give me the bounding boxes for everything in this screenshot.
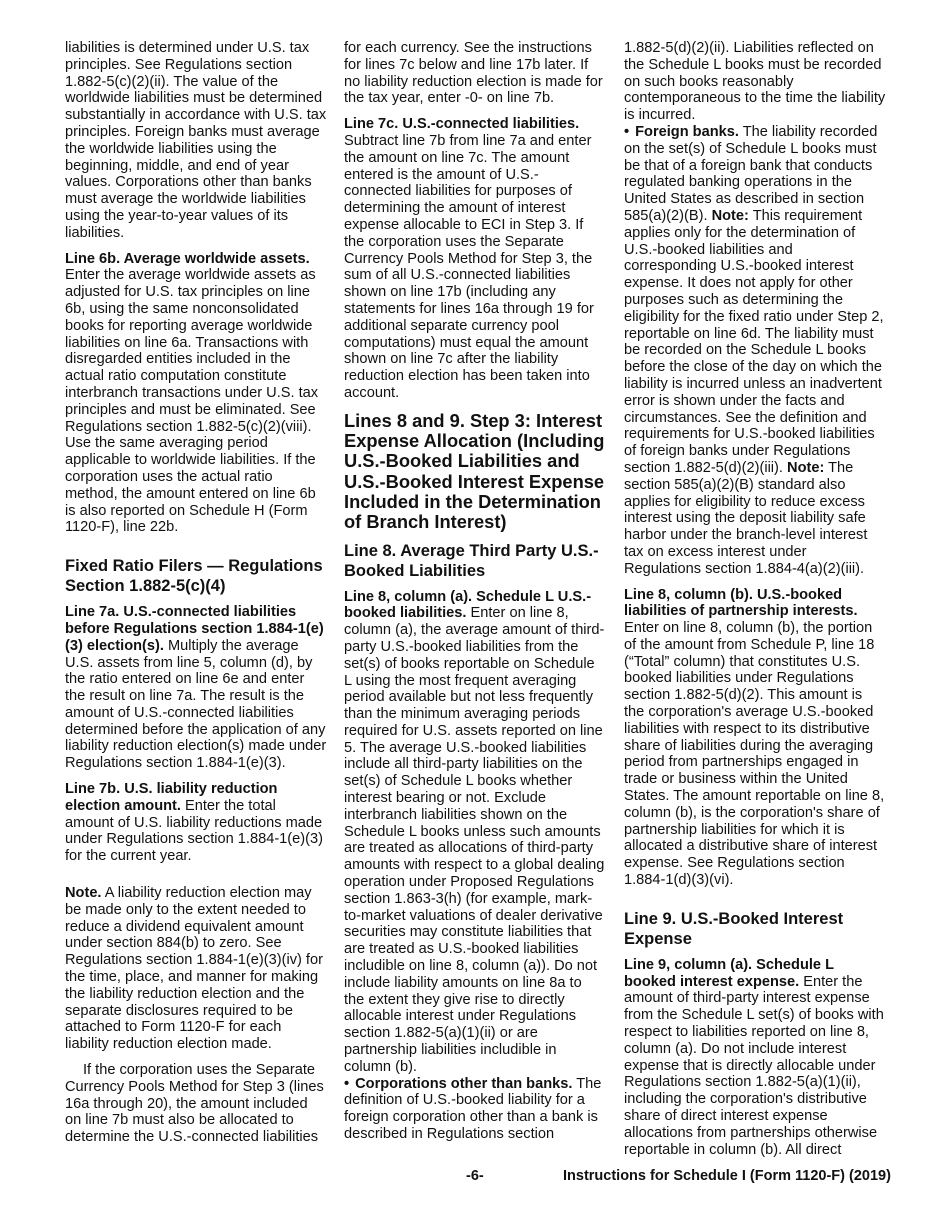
line-7b-entry: [65, 781, 327, 865]
line-6b-entry: [65, 251, 327, 537]
foreign-banks-heading: • Foreign banks.: [624, 124, 739, 140]
line-7b-heading: Line 7b. U.S. liability reduction election amount.: [65, 781, 278, 814]
note-text: A liability reduction election may be made only to the extent needed to reduce a dividend equivalent amount under section 884(b) to zero. See Regulations section 1.884-1(e)(3)(iv) for the time, place, and manner for making the liability reduction election and the separate disclosures required to be attached to Form 1120-F for each liability reduction election made.: [65, 885, 323, 1053]
line-7c-text: Subtract line 7b from line 7a and enter the amount on line 7c. The amount entered is the amount of U.S.-connected liabilities for purposes of determining the amount of interest expense allocable to ECI in Step 3. If the corporation uses the Separate Currency Pools Method for Step 3, the sum of all U.S.-connected liabilities shown on line 17b (including any statements for lines 16a through 19 for additional separate currency pool computations) must equal the amount shown on line 7c after the liability reduction election has been taken into account.: [344, 132, 594, 401]
line-9a-heading: Line 9, column (a). Schedule L booked interest expense.: [624, 956, 834, 990]
note-label-2: Note:: [787, 459, 825, 476]
column-middle: [344, 40, 606, 1143]
line-8a-text: Enter on line 8, column (a), the average amount of third-party U.S.-booked liabilities from the set(s) of books reportable on Schedule L using the most frequent averaging period available but not less frequently than the minimum averaging periods required for U.S. assets reported on line 5. The average U.S.-booked liabilities include all third-party liabilities on the set(s) of Schedule L books whether interest bearing or not. Exclude interbranch liabilities shown on the Schedule L books unless such amounts are treated as allocations of third-party amounts with respect to a global dealing operation under Proposed Regulations section 1.863-3(h) (for example, mark-to-market valuations of dealer derivative securities may constitute liabilities that are treated as U.S.-booked liabilities includible on line 8, column (a)). Do not include liability amounts on line 8a to the extent they give rise to directly allocable interest under Regulations section 1.882-5(a)(1)(ii) or are partnership liabilities includible in column (b).: [344, 605, 605, 1075]
line-6b-text: Enter the average worldwide assets as adjusted for U.S. tax principles on line 6b, using the same nonconsolidated books for reporting average worldwide liabilities on line 6a. Transactions with disregarded entities included in the actual ratio computation constitute interbranch transactions under U.S. tax principles and must be eliminated. See Regulations section 1.882-5(c)(2)(viii). Use the same averaging period applicable to worldwide liabilities. If the corporation uses the actual ratio method, the amount entered on line 6b is also reported on Schedule H (Form 1120-F), line 22b.: [65, 267, 319, 536]
line-7c-entry: [344, 116, 606, 402]
fixed-ratio-filers-heading: Fixed Ratio Filers — Regulations Section 1.882-5(c)(4): [65, 557, 323, 596]
foreign-banks-text-3: The section 585(a)(2)(B) standard also applies for eligibility to reduce excess interest using the deposit liability safe harbor under the branch-level interest tax on excess interest under Regulations section 1.884-4(a)(2)(iii).: [624, 459, 868, 577]
line-7a-heading: Line 7a. U.S.-connected liabilities before Regulations section 1.884-1(e)(3) election(s).: [65, 604, 324, 654]
line-8b-text: Enter on line 8, column (b), the portion of the amount from Schedule P, line 18 (“Total” column) that constitutes U.S. booked liabilities under Regulations section 1.882-5(d)(2). This amount is the corporation's average U.S.-booked liabilities with respect to its distributive share of liabilities during the averaging period from partnerships engaged in trade or business within the United States. The amount reportable on line 8, column (b), is the corporation's share of partnership liabilities for which it is allocated a distributive share of interest expense. See Regulations section 1.884-1(d)(3)(vi).: [624, 620, 885, 889]
line-8a-heading: Line 8, column (a). Schedule L U.S.-booked liabilities.: [344, 588, 592, 622]
line-8a-entry: [344, 589, 606, 1076]
line-8b-heading: Line 8, column (b). U.S.-booked liabilities of partnership interests.: [624, 586, 858, 620]
foreign-banks-bullet: [624, 124, 886, 578]
line-7c-heading: Line 7c. U.S.-connected liabilities.: [344, 116, 580, 133]
paragraph-each-currency: for each currency. See the instructions for lines 7c below and line 17b later. If no liability reduction election is made for the tax year, enter -0- on line 7b.: [344, 40, 603, 107]
line-7a-entry: [65, 604, 327, 772]
lines-8-9-heading: Lines 8 and 9. Step 3: Interest Expense Allocation (Including U.S.-Booked Liabilities and U.S.-Booked Interest Expense Included in the Determination of Branch Interest): [344, 409, 605, 533]
note-label-1: Note:: [711, 207, 749, 224]
footer-title: Instructions for Schedule I (Form 1120-F) (2019): [563, 1168, 891, 1184]
page-number: -6-: [466, 1168, 484, 1184]
line-9-heading: Line 9. U.S.-Booked Interest Expense: [624, 909, 844, 948]
foreign-banks-text-2: This requirement applies only for the determination of U.S.-booked liabilities and corresponding U.S.-booked interest expense. It does not apply for other purposes such as determining the eligibility for the fixed ratio under Step 2, reportable on line 6d. The liability must be recorded on the Schedule L books before the close of the day on which the liability is incurred unless an inadvertent error is shown under the facts and circumstances. See the definition and requirements for U.S.-booked liabilities of foreign banks under Regulations section 1.882-5(d)(2)(iii).: [624, 207, 884, 476]
corporations-bullet: [344, 1076, 606, 1143]
line-7a-text: Multiply the average U.S. assets from line 5, column (d), by the ratio entered on line 6e and enter the result on line 7a. The result is the amount of U.S.-connected liabilities determined before the application of any liability reduction election(s) made under Regulations section 1.884-1(e)(3).: [65, 637, 327, 772]
line-8b-entry: [624, 587, 886, 889]
note-entry: [65, 885, 327, 1053]
line-8-heading: Line 8. Average Third Party U.S.-Booked Liabilities: [344, 541, 599, 580]
paragraph-worldwide-liabilities: liabilities is determined under U.S. tax principles. See Regulations section 1.882-5(c)(2)(ii). The value of the worldwide liabilities must be determined substantially in accordance with U.S. tax principles. Foreign banks must average the worldwide liabilities using the beginning, middle, and end of year values. Corporations other than banks must average the worldwide liabilities using the year-to-year values of its liabilities.: [65, 40, 327, 241]
line-7b-text: Enter the total amount of U.S. liability reductions made under Regulations section 1.884-1(e)(3) for the current year.: [65, 797, 323, 865]
corporations-bullet-text: The definition of U.S.-booked liability for a foreign corporation other than a bank is described in Regulations section: [344, 1075, 602, 1143]
column-left: [65, 40, 327, 1146]
column-right: [624, 40, 886, 1158]
paragraph-schedule-l-books: 1.882-5(d)(2)(ii). Liabilities reflected on the Schedule L books must be recorded on such books reasonably contemporaneous to the time the liability is incurred.: [624, 40, 886, 124]
corporations-bullet-heading: • Corporations other than banks.: [344, 1076, 572, 1092]
line-9a-text: Enter the amount of third-party interest expense from the Schedule L set(s) of books with respect to liabilities reported on line 8, column (a). Do not include interest expense that is directly allocable under Regulations section 1.882-5(a)(1)(ii), including the corporation's distributive share of direct interest expense allocations from partnerships otherwise reportable in column (b). All direct: [624, 973, 884, 1158]
foreign-banks-text-1: The liability recorded on the set(s) of Schedule L books must be that of a foreign bank that conducts regulated banking operations in the United States as described in section 585(a)(2)(B).: [624, 123, 878, 224]
separate-currency-pools-paragraph: If the corporation uses the Separate Currency Pools Method for Step 3 (lines 16a through 20), the amount included on line 7b must also be allocated to determine the U.S.-connected liabilities: [65, 1062, 324, 1146]
line-9a-entry: [624, 957, 886, 1159]
line-6b-heading: Line 6b. Average worldwide assets.: [65, 250, 310, 267]
note-label: Note.: [65, 885, 102, 902]
